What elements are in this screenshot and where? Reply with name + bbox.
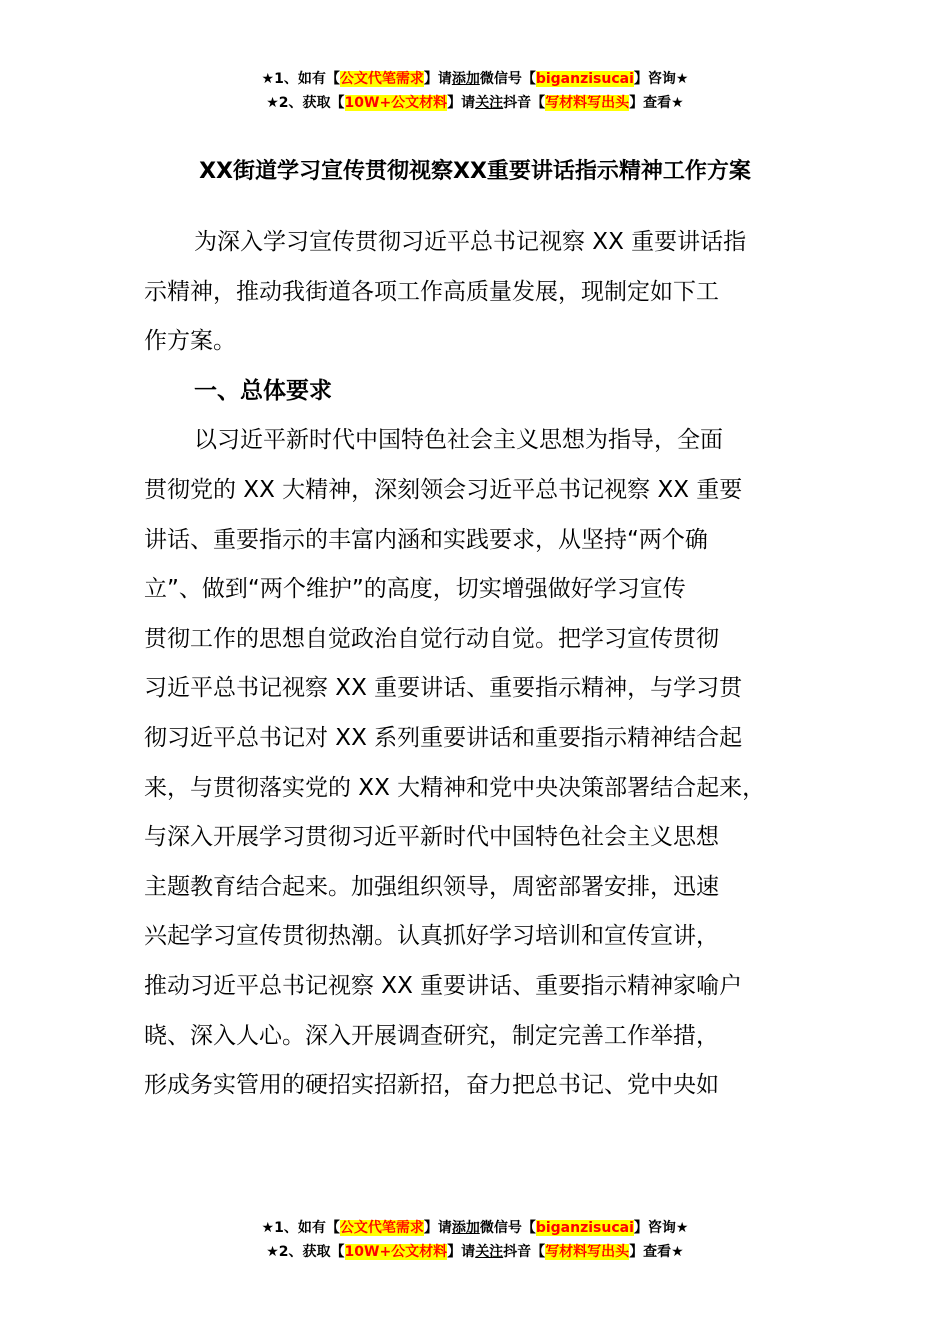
promo-text: 】请 <box>423 1220 452 1236</box>
body-line: 形成务实管用的硬招实招新招，奋力把总书记、党中央如 <box>144 1072 719 1099</box>
body-line: 以习近平新时代中国特色社会主义思想为指导，全面 <box>194 427 723 454</box>
promo-highlight: 公文代笔需求 <box>339 71 424 87</box>
promo-text: 】请 <box>423 71 452 87</box>
document-title: XX街道学习宣传贯彻视察XX重要讲话指示精神工作方案 <box>199 159 751 184</box>
promo-line-2 <box>0 91 950 115</box>
body-line: 与深入开展学习贯彻习近平新时代中国特色社会主义思想 <box>144 824 719 851</box>
douyin-id-highlight: 写材料写出头 <box>545 95 630 111</box>
body-line: 主题教育结合起来。加强组织领导，周密部署安排，迅速 <box>144 873 719 900</box>
promo-text: 抖音【 <box>503 95 546 111</box>
promo-line-1 <box>0 67 950 91</box>
promo-text: 】查看★ <box>629 95 684 111</box>
promo-text: ★2、获取【 <box>266 95 345 111</box>
promo-text: 】请 <box>447 95 476 111</box>
promo-text: ★1、如有【 <box>261 71 340 87</box>
body-line: 习近平总书记视察 XX 重要讲话、重要指示精神，与学习贯 <box>144 675 743 702</box>
body-line: 立”、做到“两个维护”的高度，切实增强做好学习宣传 <box>144 576 686 603</box>
douyin-id-highlight: 写材料写出头 <box>545 1244 630 1260</box>
promo-highlight: 10W+公文材料 <box>344 95 448 111</box>
promo-line-2 <box>0 1240 950 1264</box>
promo-line-1 <box>0 1216 950 1240</box>
body-line: 推动习近平总书记视察 XX 重要讲话、重要指示精神家喻户 <box>144 972 743 999</box>
promo-text: 】请 <box>447 1244 476 1260</box>
section-heading: 一、总体要求 <box>194 377 332 404</box>
body-line: 作方案。 <box>144 328 236 355</box>
promo-emphasis: 关注 <box>475 95 504 111</box>
body-line: 晓、深入人心。深入开展调查研究，制定完善工作举措， <box>144 1022 719 1049</box>
promo-text: ★2、获取【 <box>266 1244 345 1260</box>
promo-text: 】查看★ <box>629 1244 684 1260</box>
promo-text: 】咨询★ <box>633 71 689 87</box>
body-line: 贯彻党的 XX 大精神，深刻领会习近平总书记视察 XX 重要 <box>144 476 743 503</box>
promo-footer <box>0 1216 950 1264</box>
promo-text: 】咨询★ <box>633 1220 689 1236</box>
promo-highlight: 10W+公文材料 <box>344 1244 448 1260</box>
body-line: 讲话、重要指示的丰富内涵和实践要求，从坚持“两个确 <box>144 526 708 553</box>
promo-emphasis: 添加 <box>451 1220 480 1236</box>
promo-text: ★1、如有【 <box>261 1220 340 1236</box>
promo-highlight: 公文代笔需求 <box>339 1220 424 1236</box>
body-line: 兴起学习宣传贯彻热潮。认真抓好学习培训和宣传宣讲， <box>144 923 719 950</box>
body-line: 彻习近平总书记对 XX 系列重要讲话和重要指示精神结合起 <box>144 724 743 751</box>
promo-emphasis: 添加 <box>451 71 480 87</box>
body-line: 为深入学习宣传贯彻习近平总书记视察 XX 重要讲话指 <box>194 229 747 255</box>
promo-text: 抖音【 <box>503 1244 546 1260</box>
promo-emphasis: 关注 <box>475 1244 504 1260</box>
wechat-id-highlight: biganzisucai <box>535 71 634 87</box>
promo-header <box>0 67 950 115</box>
wechat-id-highlight: biganzisucai <box>535 1220 634 1236</box>
promo-text: 微信号【 <box>479 71 536 87</box>
document-body <box>144 218 834 1111</box>
body-line: 示精神，推动我街道各项工作高质量发展，现制定如下工 <box>144 278 719 305</box>
body-line: 贯彻工作的思想自觉政治自觉行动自觉。把学习宣传贯彻 <box>144 625 719 652</box>
body-line: 来，与贯彻落实党的 XX 大精神和党中央决策部署结合起来， <box>144 774 766 801</box>
promo-text: 微信号【 <box>479 1220 536 1236</box>
